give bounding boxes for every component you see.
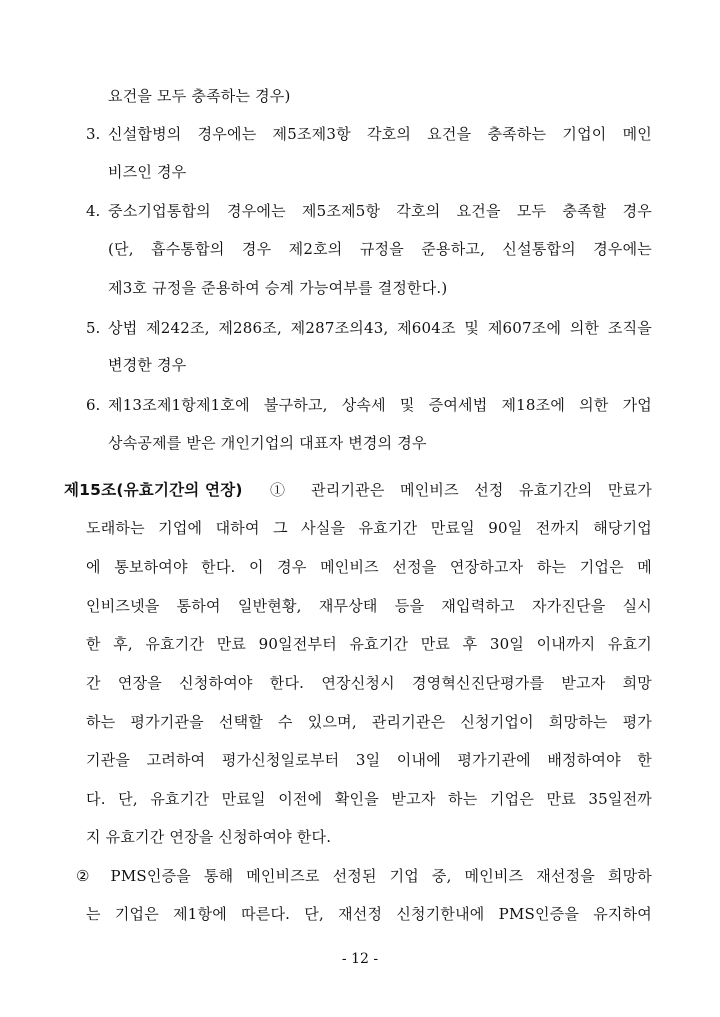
item-4-line-1: 중소기업통합의 경우에는 제5조제5항 각호의 요건을 모두 충족할 경우: [108, 202, 652, 220]
item-6-line-1: 제13조제1항제1호에 불구하고, 상속세 및 증여세법 제18조에 의한 가업: [108, 396, 652, 414]
item-6-number: 6.: [86, 396, 101, 414]
item-5-number: 5.: [86, 319, 101, 337]
article-15-para-2-line-2: 는 기업은 제1항에 따른다. 단, 재선정 신청기한내에 PMS인증을 유지하여: [86, 905, 652, 923]
item-3-number: 3.: [86, 125, 101, 143]
item-6-line-2: 상속공제를 받은 개인기업의 대표자 변경의 경우: [108, 434, 427, 452]
page-number: - 12 -: [341, 951, 379, 967]
article-15-line-8: 다. 단, 유효기간 만료일 이전에 확인을 받고자 하는 기업은 만료 35일전까: [86, 790, 652, 808]
article-15-line-9: 지 유효기간 연장을 신청하여야 한다.: [86, 828, 332, 846]
item-4-number: 4.: [86, 202, 101, 220]
item-3-line-1: 신설합병의 경우에는 제5조제3항 각호의 요건을 충족하는 기업이 메인: [108, 125, 652, 143]
article-15-line-0: ① 관리기관은 메인비즈 선정 유효기간의 만료가: [270, 481, 652, 499]
article-15-line-5: 간 연장을 신청하여야 한다. 연장신청시 경영혁신진단평가를 받고자 희망: [86, 674, 652, 692]
article-15-line-1: 도래하는 기업에 대하여 그 사실을 유효기간 만료일 90일 전까지 해당기업: [86, 519, 652, 537]
article-15-line-3: 인비즈넷을 통하여 일반현황, 재무상태 등을 재입력하고 자가진단을 실시: [86, 597, 652, 615]
article-15-heading: 제15조(유효기간의 연장): [64, 481, 243, 499]
item-2-continuation: 요건을 모두 충족하는 경우): [108, 87, 291, 105]
article-15-line-2: 에 통보하여야 한다. 이 경우 메인비즈 선정을 연장하고자 하는 기업은 메: [86, 558, 652, 576]
item-5-line-2: 변경한 경우: [108, 356, 187, 374]
item-3-line-2: 비즈인 경우: [108, 163, 187, 181]
article-15-line-6: 하는 평가기관을 선택할 수 있으며, 관리기관은 신청기업이 희망하는 평가: [86, 713, 652, 731]
article-15-para-2-line-1: ② PMS인증을 통해 메인비즈로 선정된 기업 중, 메인비즈 재선정을 희망하: [76, 867, 652, 885]
article-15-line-7: 기관을 고려하여 평가신청일로부터 3일 이내에 평가기관에 배정하여야 한: [86, 751, 652, 769]
item-4-line-3: 제3호 규정을 준용하여 승계 가능여부를 결정한다.): [108, 279, 448, 297]
item-5-line-1: 상법 제242조, 제286조, 제287조의43, 제604조 및 제607조에 의한 조직을: [108, 319, 652, 337]
item-4-line-2: (단, 흡수통합의 경우 제2호의 규정을 준용하고, 신설통합의 경우에는: [108, 240, 652, 258]
article-15-line-4: 한 후, 유효기간 만료 90일전부터 유효기간 만료 후 30일 이내까지 유효기: [86, 635, 652, 653]
